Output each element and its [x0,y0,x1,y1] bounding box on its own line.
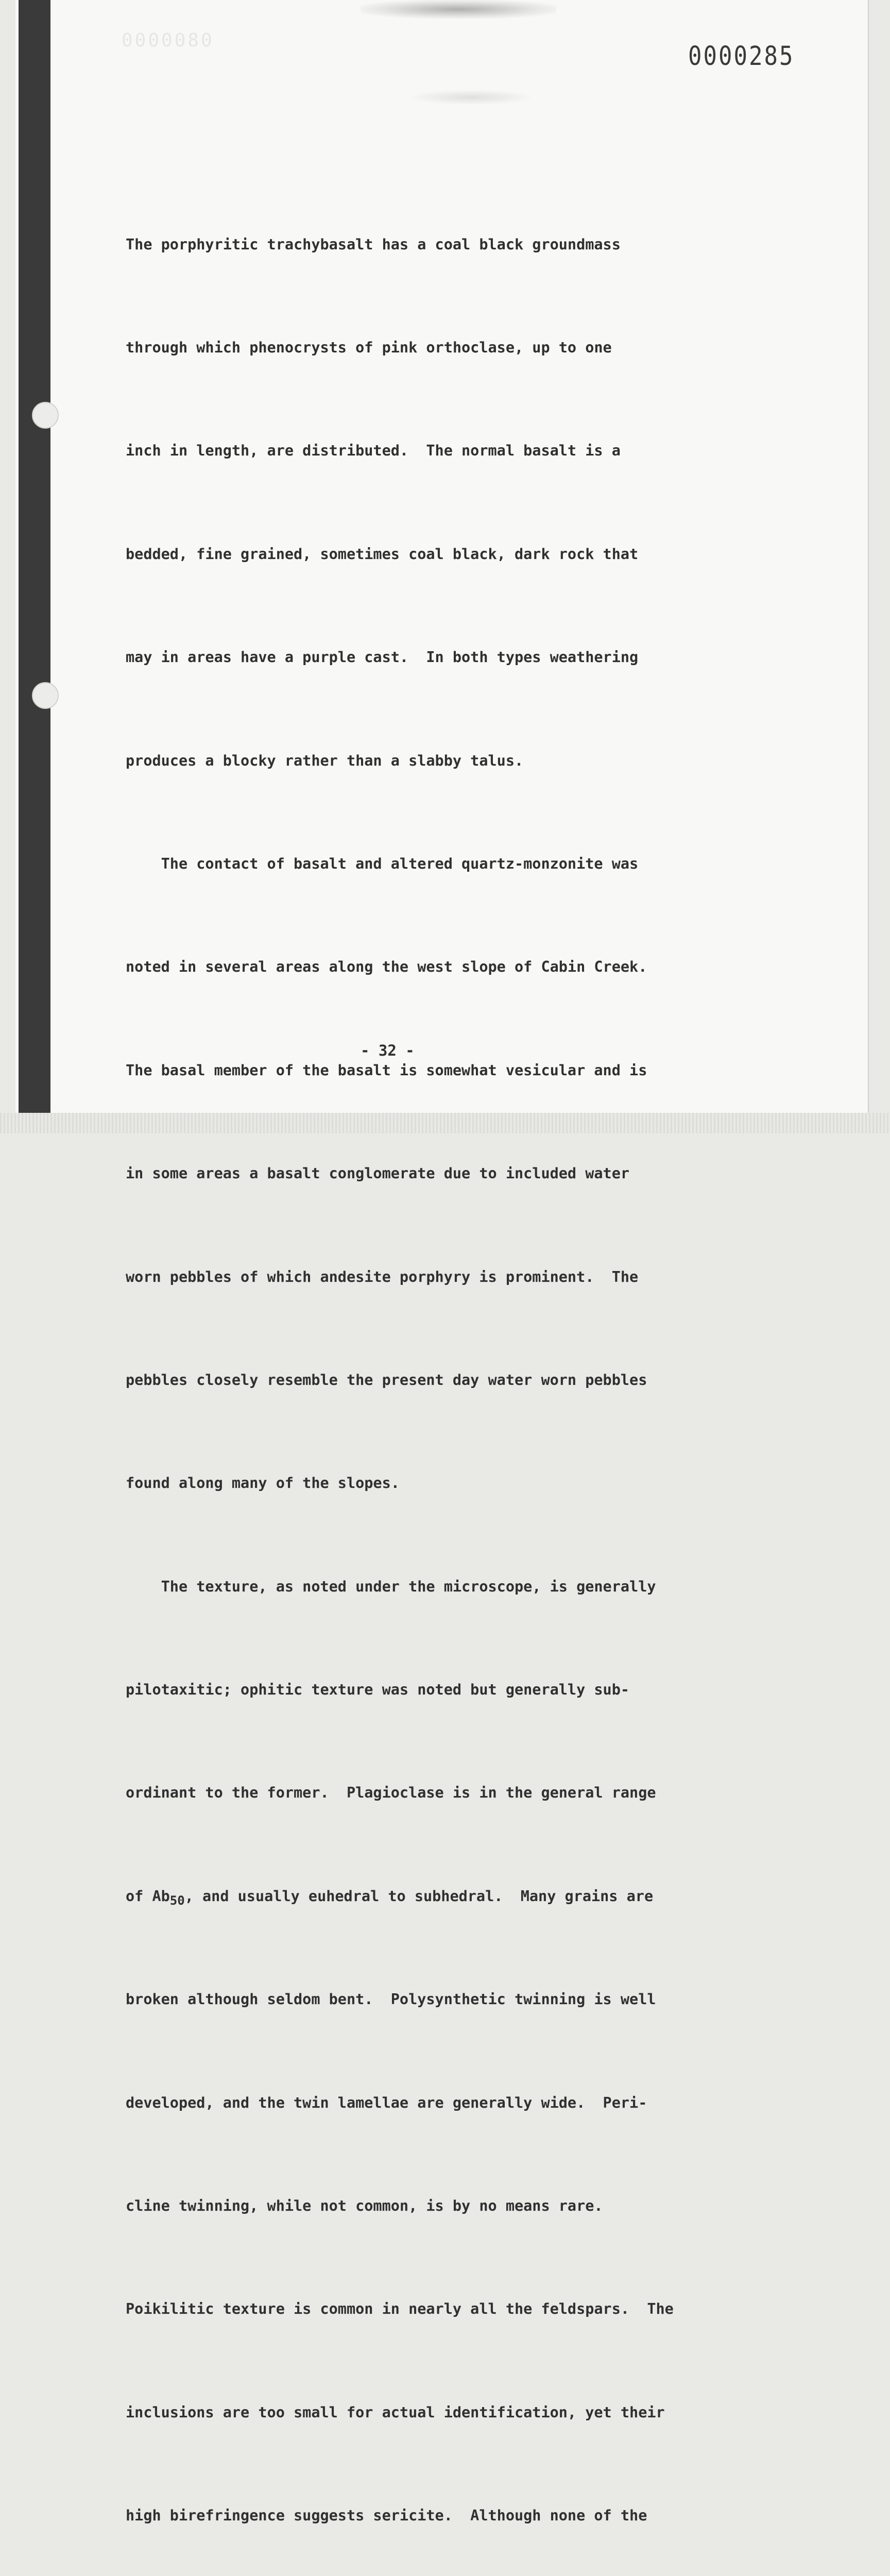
line-start: of Ab [126,1887,170,1905]
body-text [126,159,775,2576]
text-line: The texture, as noted under the microscope, is generally [126,1578,656,1595]
text-line: The contact of basalt and altered quartz-monzonite was [126,855,639,872]
text-line: Poikilitic texture is common in nearly all the feldspars. The [126,2300,674,2318]
text-line: worn pebbles of which andesite porphyry is prominent. The [126,1268,639,1285]
scan-smudge-top [361,0,556,19]
text-line: through which phenocrysts of pink orthoclase, up to one [126,338,612,356]
punch-hole-bottom [32,682,59,709]
line-end: , and usually euhedral to subhedral. Many grains are [184,1887,654,1905]
faint-bleed-through-number: 0000080 [122,30,214,51]
document-number: 0000285 [688,41,795,72]
text-line: produces a blocky rather than a slabby talus. [126,752,524,769]
text-line: may in areas have a purple cast. In both types weathering [126,649,639,666]
text-line: The porphyritic trachybasalt has a coal black groundmass [126,235,621,253]
text-line: developed, and the twin lamellae are generally wide. Peri- [126,2094,647,2111]
text-line: The basal member of the basalt is somewhat vesicular and is [126,1061,647,1079]
text-line: ordinant to the former. Plagioclase is in the general range [126,1784,656,1802]
text-line: cline twinning, while not common, is by no means rare. [126,2197,603,2215]
page-number: - 32 - [361,1042,415,1059]
binding-strip [19,0,50,1118]
subscript: 50 [169,1893,185,1908]
text-line: bedded, fine grained, sometimes coal black, dark rock that [126,545,639,563]
punch-hole-top [32,402,59,429]
text-line: pebbles closely resemble the present day water worn pebbles [126,1371,647,1388]
text-line: in some areas a basalt conglomerate due to included water [126,1165,630,1182]
scan-smudge-middle [412,90,530,105]
text-line: high birefringence suggests sericite. Although none of the [126,2507,647,2524]
text-line: noted in several areas along the west slope of Cabin Creek. [126,958,647,976]
text-line-with-subscript [126,1879,775,1914]
text-line: broken although seldom bent. Polysynthetic twinning is well [126,1991,656,2008]
text-line: inch in length, are distributed. The normal basalt is a [126,442,621,460]
text-line: inclusions are too small for actual identification, yet their [126,2403,665,2421]
text-line: pilotaxitic; ophitic texture was noted but generally sub- [126,1681,630,1699]
text-line: found along many of the slopes. [126,1475,400,1492]
